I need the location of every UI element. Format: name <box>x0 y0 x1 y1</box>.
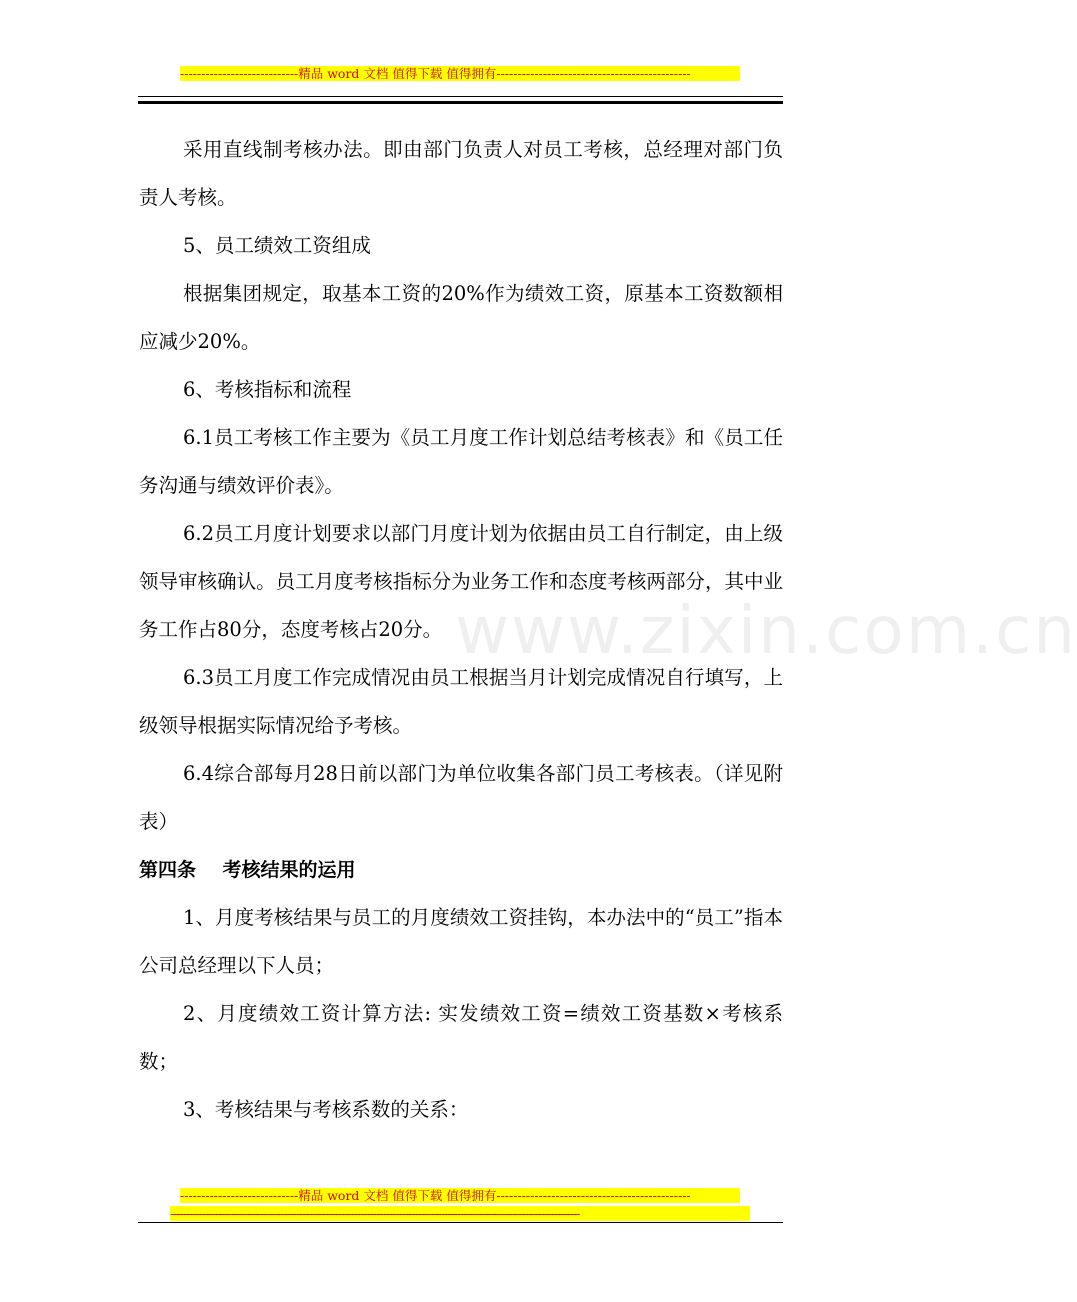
header-divider-thick <box>138 101 783 104</box>
paragraph: 根据集团规定，取基本工资的20%作为绩效工资，原基本工资数额相应减少20%。 <box>139 282 783 353</box>
paragraph: 6.3员工月度工作完成情况由员工根据当月计划完成情况自行填写，上级领导根据实际情况给予考核。 <box>139 666 783 737</box>
paragraph: 6.2员工月度计划要求以部门月度计划为依据由员工自行制定，由上级领导审核确认。员工月度考核指标分为业务工作和态度考核两部分，其中业务工作占80分，态度考核占20分。 <box>139 522 783 641</box>
section-heading: 第四条 考核结果的运用 <box>139 859 356 881</box>
paragraph: 3、考核结果与考核系数的关系： <box>183 1098 469 1121</box>
paragraph: 1、月度考核结果与员工的月度绩效工资挂钩，本办法中的“员工”指本公司总经理以下人员； <box>139 906 783 977</box>
list-heading: 5、员工绩效工资组成 <box>183 234 371 257</box>
footer-banner: ----------------------------精品 word 文档 值得下载 值得拥有---------------------------------------------- <box>180 1188 740 1203</box>
header-banner: ----------------------------精品 word 文档 值得下载 值得拥有---------------------------------------------- <box>180 66 740 81</box>
document-body <box>139 126 783 1134</box>
paragraph: 2、月度绩效工资计算方法: 实发绩效工资=绩效工资基数×考核系数； <box>139 1002 783 1073</box>
list-heading: 6、考核指标和流程 <box>183 378 352 401</box>
watermark: www.zixin.com.cn <box>455 592 1077 669</box>
header-divider-thin <box>138 96 783 97</box>
paragraph: 采用直线制考核办法。即由部门负责人对员工考核，总经理对部门负责人考核。 <box>139 138 783 209</box>
footer-divider <box>138 1222 783 1223</box>
paragraph: 6.1员工考核工作主要为《员工月度工作计划总结考核表》和《员工任务沟通与绩效评价表》。 <box>139 426 783 497</box>
paragraph: 6.4综合部每月28日前以部门为单位收集各部门员工考核表。（详见附表） <box>139 762 783 833</box>
footer-banner-dashes: ------------------------------------------------------------------------------------------------------------------------------- <box>170 1206 750 1221</box>
